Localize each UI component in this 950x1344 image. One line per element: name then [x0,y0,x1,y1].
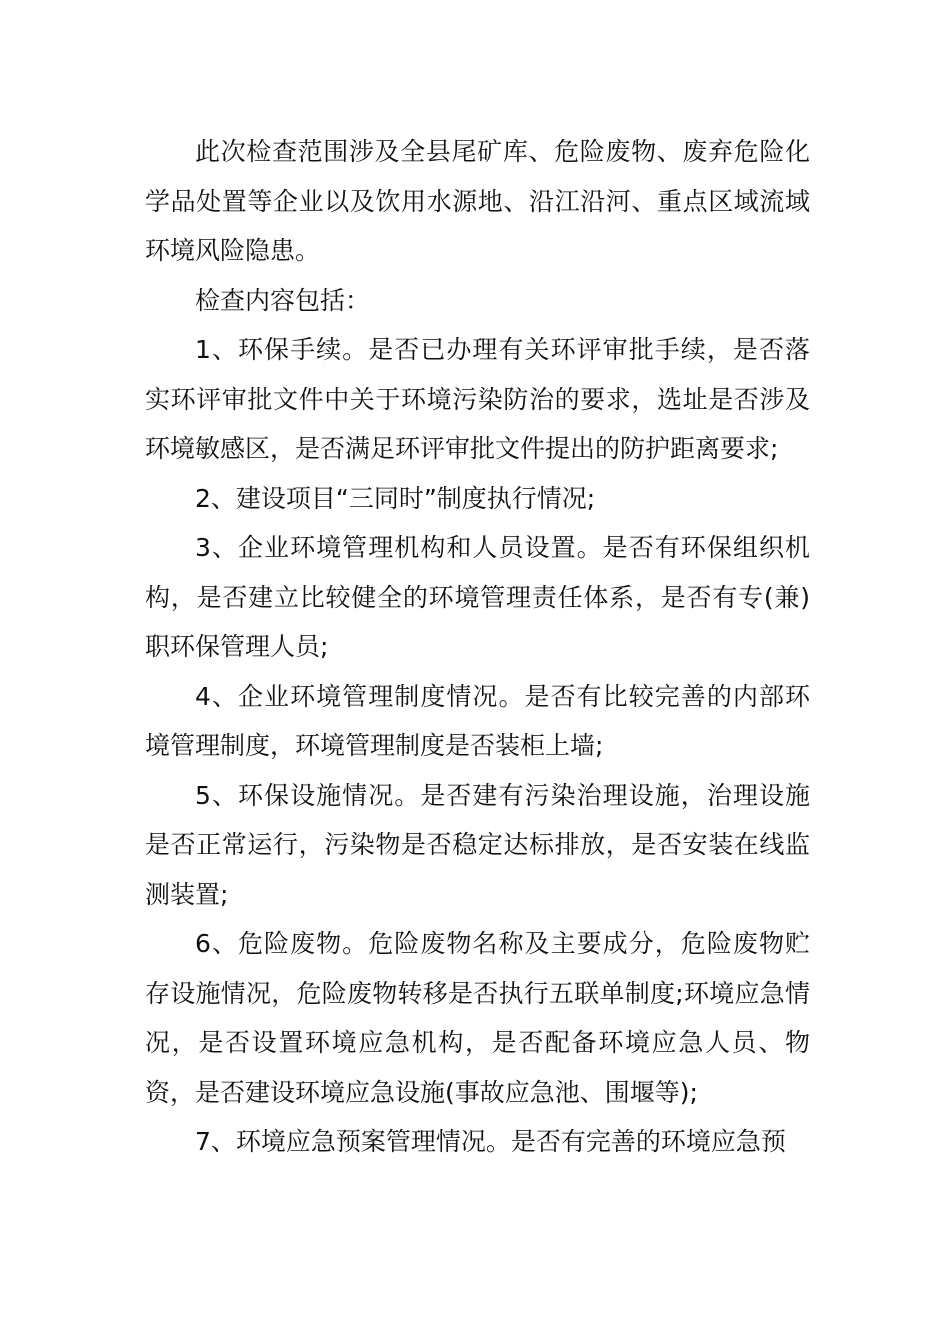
document-body [145,127,810,1167]
paragraph-item-7: 7、环境应急预案管理情况。是否有完善的环境应急预 [195,1127,786,1156]
paragraph-item-2: 2、建设项目“三同时”制度执行情况; [195,483,596,513]
paragraph-item-4: 4、企业环境管理制度情况。是否有比较完善的内部环境管理制度，环境管理制度是否装柜上墙; [145,681,810,760]
paragraph-item-1: 1、环保手续。是否已办理有关环评审批手续，是否落实环评审批文件中关于环境污染防治的要求，选址是否涉及环境敏感区，是否满足环评审批文件提出的防护距离要求; [145,335,810,463]
paragraph-item-5: 5、环保设施情况。是否建有污染治理设施，治理设施是否正常运行，污染物是否稳定达标排放，是否安装在线监测装置; [145,780,810,909]
paragraph-contents-heading: 检查内容包括： [195,285,371,315]
paragraph-item-3: 3、企业环境管理机构和人员设置。是否有环保组织机构，是否建立比较健全的环境管理责任体系，是否有专(兼)职环保管理人员; [145,533,810,661]
paragraph-item-6: 6、危险废物。危险废物名称及主要成分，危险废物贮存设施情况，危险废物转移是否执行五联单制度;环境应急情况，是否设置环境应急机构，是否配备环境应急人员、物资，是否建设环境应急设施(事故应急池、围堰等); [145,929,810,1107]
paragraph-scope: 此次检查范围涉及全县尾矿库、危险废物、废弃危险化学品处置等企业以及饮用水源地、沿江沿河、重点区域流域环境风险隐患。 [145,137,810,265]
